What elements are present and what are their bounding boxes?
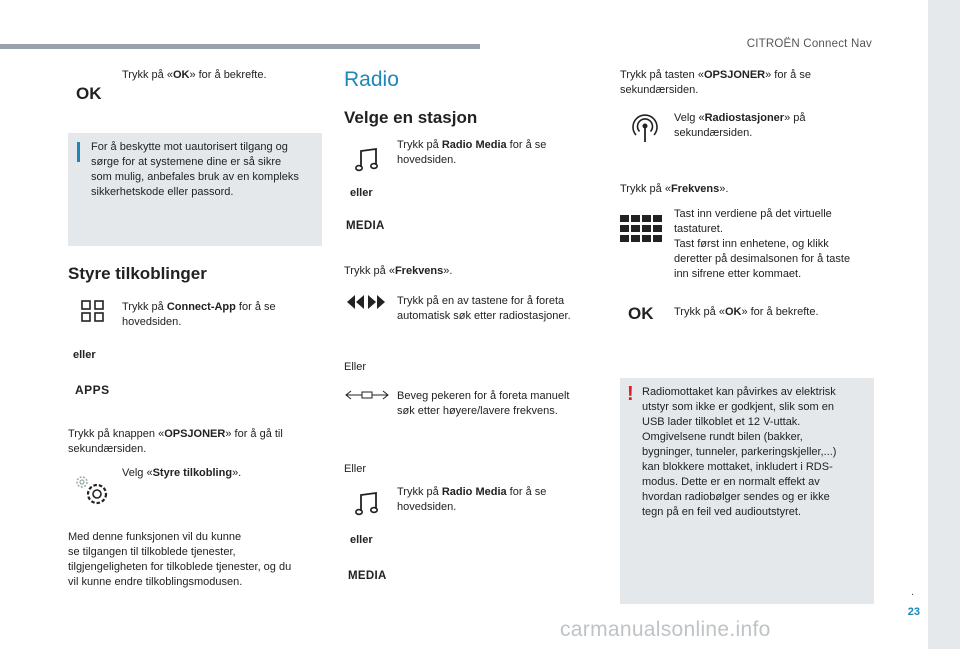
music-note-icon xyxy=(355,491,379,517)
keypad-instruction: Tast inn verdiene på det virtuelle tastaturet. Tast først inn enhetene, og klikk deretter på desimalsonen for å taste inn sifrene etter kommaet. xyxy=(674,208,851,280)
info-text: For å beskytte mot uautorisert tilgang og sørge for at systemene dine er så sikre som mulig, anbefales bruk av en kompleks sikkerhetskode eller passord. xyxy=(91,141,299,198)
media-label: MEDIA xyxy=(348,570,387,582)
or-caption: Eller xyxy=(344,463,367,475)
warning-text: Radiomottaket kan påvirkes av elektrisk utstyr som ikke er godkjent, slik som en USB lader tilkoblet et 12 V-uttak. Omgivelsene rundt bilen (bakker, bygninger, tunneler, parkeringskjeller,...) kan blokkere mottaket, inkludert i RDS- modus. Dette er en normalt effekt av hvordan radiobølger sendes og er ikke tegn på en feil ved audioutstyret. xyxy=(642,386,837,518)
ok-label: OK xyxy=(76,84,102,103)
section-heading: Velge en stasjon xyxy=(344,108,478,127)
select-instruction: Velg «Styre tilkobling». xyxy=(122,467,242,479)
music-note-icon xyxy=(355,147,379,173)
options-instruction: Trykk på tasten «OPSJONER» for å se sekundærsiden. xyxy=(620,69,811,96)
stations-instruction: Velg «Radiostasjoner» på sekundærsiden. xyxy=(674,112,806,139)
radio-media-instruction: Trykk på Radio Media for å se hovedsiden. xyxy=(397,139,547,166)
ok-label: OK xyxy=(628,304,654,323)
or-caption: Eller xyxy=(344,361,367,373)
frequency-slider-icon xyxy=(344,389,390,401)
settings-gears-icon xyxy=(72,472,112,510)
connect-instruction: Trykk på Connect-App for å se hovedsiden. xyxy=(122,301,276,328)
running-header: CITROËN Connect Nav xyxy=(746,38,872,50)
ok-instruction: Trykk på «OK» for å bekrefte. xyxy=(122,69,267,81)
radio-antenna-icon xyxy=(630,114,660,144)
apps-grid-icon xyxy=(81,300,105,322)
media-label: MEDIA xyxy=(346,220,385,232)
apps-label: APPS xyxy=(75,383,110,397)
info-bar xyxy=(77,142,80,162)
page-number: 23 xyxy=(907,606,920,618)
top-rule xyxy=(0,44,480,49)
keypad-icon xyxy=(620,215,662,243)
warning-icon: ! xyxy=(627,383,634,405)
radio-title: Radio xyxy=(344,68,399,91)
frequency-instruction: Trykk på «Frekvens». xyxy=(620,183,729,195)
seek-arrows-icon xyxy=(345,294,387,310)
seek-instruction: Trykk på en av tastene for å foreta automatisk søk etter radiostasjoner. xyxy=(397,295,571,322)
ok-instruction: Trykk på «OK» for å bekrefte. xyxy=(674,306,819,318)
connection-paragraph: Med denne funksjonen vil du kunne se tilgangen til tilkoblede tjenester, tilgjengeligheten for tilkoblede tjenester, og du vil kunne endre tilkoblingsmodusen. xyxy=(68,531,292,588)
or-label: eller xyxy=(73,349,96,361)
or-label: eller xyxy=(350,187,373,199)
page-edge-strip xyxy=(928,0,960,649)
watermark: carmanualsonline.info xyxy=(560,618,771,641)
section-heading: Styre tilkoblinger xyxy=(68,264,207,283)
continue-mark: . xyxy=(910,586,914,598)
frequency-instruction: Trykk på «Frekvens». xyxy=(344,265,453,277)
or-label: eller xyxy=(350,534,373,546)
options-instruction: Trykk på knappen «OPSJONER» for å gå til sekundærsiden. xyxy=(68,428,283,455)
slider-instruction: Beveg pekeren for å foreta manuelt søk etter høyere/lavere frekvens. xyxy=(397,390,570,417)
radio-media-instruction: Trykk på Radio Media for å se hovedsiden. xyxy=(397,486,547,513)
